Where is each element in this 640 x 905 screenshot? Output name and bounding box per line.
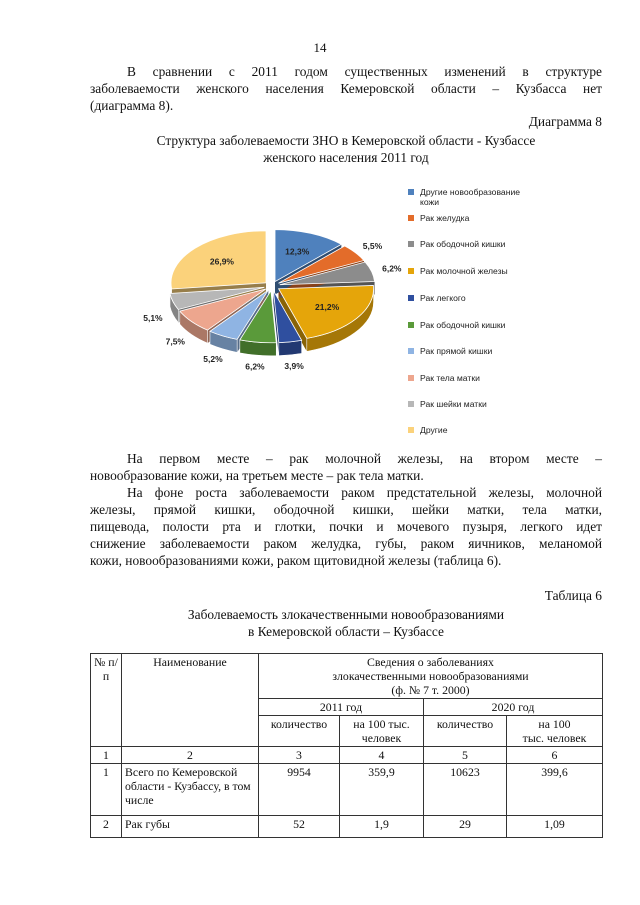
- pie-data-label: 7,5%: [165, 336, 185, 347]
- table-header-row: [91, 654, 603, 699]
- body-line: На первом месте – рак молочной железы, на втором месте –: [127, 451, 602, 466]
- row-rate-2011: 359,9: [340, 764, 424, 816]
- legend-label: [420, 266, 555, 276]
- header-info: [259, 654, 603, 699]
- legend-label: [420, 320, 555, 330]
- header-rate-line: человек: [361, 731, 402, 745]
- intro-paragraph: [90, 63, 602, 114]
- body-line: новообразование кожи, на третьем месте – рак тела матки.: [90, 468, 424, 483]
- row-number: 2: [91, 816, 122, 838]
- legend-label: [420, 399, 555, 409]
- table-title-line: Заболеваемость злокачественными новообразованиями: [187, 607, 505, 622]
- row-rate-2011: 1,9: [340, 816, 424, 838]
- header-quantity-2020: количество: [424, 716, 507, 747]
- diagram-title-line: женского населения 2011 год: [263, 150, 429, 165]
- table-row: [91, 816, 603, 838]
- pie-data-label: 6,2%: [245, 361, 265, 372]
- row-rate-2020: 1,09: [507, 816, 603, 838]
- table-title: [90, 606, 602, 640]
- diagram-label: Диаграмма 8: [528, 114, 602, 129]
- legend-label-line: Рак прямой кишки: [420, 346, 493, 356]
- row-quantity-2011: 9954: [259, 764, 340, 816]
- legend-swatch: [408, 322, 414, 328]
- legend-label-line: кожи: [420, 197, 440, 207]
- header-rate-line: на 100: [538, 717, 571, 731]
- header-quantity-2011: количество: [259, 716, 340, 747]
- table-label: Таблица 6: [544, 588, 602, 603]
- pie-data-label: 6,2%: [382, 263, 402, 274]
- body-line: железы, прямой кишки, ободочной кишки, шейки матки, тела матки,: [90, 502, 602, 517]
- legend-swatch: [408, 215, 414, 221]
- table-title-line: в Кемеровской области – Кузбассе: [248, 624, 444, 639]
- header-name: Наименование: [122, 654, 259, 747]
- body-line: кожи, новообразованиями кожи, раком щитовидной железы (таблица 6).: [90, 553, 502, 568]
- incidence-table: [90, 653, 603, 838]
- header-rate-line: на 100 тыс.: [353, 717, 410, 731]
- pie-data-label: 5,2%: [203, 354, 223, 365]
- row-quantity-2020: 10623: [424, 764, 507, 816]
- legend-label: [420, 373, 555, 383]
- row-quantity-2020: 29: [424, 816, 507, 838]
- header-info-line: злокачественными новообразованиями: [332, 669, 529, 683]
- intro-line: заболеваемости женского населения Кемеровской области – Кузбасса нет: [90, 81, 602, 96]
- pie-data-label: 12,3%: [285, 246, 310, 257]
- column-number: 2: [122, 747, 259, 764]
- pie-chart: [143, 228, 402, 378]
- legend-label-line: Рак тела матки: [420, 373, 480, 383]
- pie-data-label: 5,1%: [143, 312, 163, 323]
- header-number: № п/п: [91, 654, 122, 747]
- row-number: 1: [91, 764, 122, 816]
- legend-label-line: Рак ободочной кишки: [420, 320, 506, 330]
- row-name: Рак губы: [122, 816, 259, 838]
- legend-swatch: [408, 401, 414, 407]
- column-number-row: [91, 747, 603, 764]
- table-row: [91, 764, 603, 816]
- header-rate-2011: [340, 716, 424, 747]
- body-paragraph-2: [90, 484, 602, 569]
- legend-swatch: [408, 189, 414, 195]
- legend-swatch: [408, 427, 414, 433]
- pie-data-label: 3,9%: [284, 361, 304, 372]
- legend-label-line: Другие: [420, 425, 448, 435]
- legend-swatch: [408, 241, 414, 247]
- legend-swatch: [408, 375, 414, 381]
- pie-data-label: 21,2%: [315, 302, 340, 313]
- pie-data-label: 5,5%: [362, 241, 383, 252]
- row-rate-2020: 399,6: [507, 764, 603, 816]
- header-info-line: (ф. № 7 т. 2000): [391, 683, 470, 697]
- header-info-line: Сведения о заболеваниях: [367, 655, 494, 669]
- header-year-2020: 2020 год: [424, 699, 603, 716]
- legend-label: [420, 213, 555, 223]
- diagram-title: [90, 132, 602, 166]
- header-rate-line: тыс. человек: [522, 731, 587, 745]
- legend-label: [420, 425, 555, 435]
- intro-line: В сравнении с 2011 годом существенных изменений в структуре: [127, 64, 602, 79]
- legend-label: [420, 239, 555, 249]
- legend-label-line: Другие новообразование: [420, 187, 521, 197]
- body-paragraph-1: [90, 450, 602, 484]
- column-number: 6: [507, 747, 603, 764]
- column-number: 1: [91, 747, 122, 764]
- column-number: 3: [259, 747, 340, 764]
- legend-label-line: Рак желудка: [420, 213, 470, 223]
- row-name: Всего по Кемеровской области - Кузбассу, в том числе: [122, 764, 259, 816]
- diagram-title-line: Структура заболеваемости ЗНО в Кемеровской области - Кузбассе: [156, 133, 536, 148]
- row-quantity-2011: 52: [259, 816, 340, 838]
- intro-line: (диаграмма 8).: [90, 98, 174, 113]
- body-line: пищевода, полости рта и глотки, почки и мочевого пузыря, легкого идет: [90, 519, 602, 534]
- legend-label-line: Рак шейки матки: [420, 399, 487, 409]
- legend-label-line: Рак легкого: [420, 293, 466, 303]
- legend-swatch: [408, 268, 414, 274]
- legend-label: [420, 346, 555, 356]
- body-line: На фоне роста заболеваемости раком предстательной железы, молочной: [127, 485, 602, 500]
- legend-label: [420, 293, 555, 303]
- page-number: 14: [313, 40, 327, 55]
- pie-data-label: 26,9%: [209, 256, 235, 267]
- column-number: 5: [424, 747, 507, 764]
- legend-label-line: Рак молочной железы: [420, 266, 508, 276]
- column-number: 4: [340, 747, 424, 764]
- legend-label: [420, 187, 555, 207]
- legend-label-line: Рак ободочной кишки: [420, 239, 506, 249]
- legend-swatch: [408, 348, 414, 354]
- body-line: снижение заболеваемости раком желудка, губы, раком яичников, меланомой: [90, 536, 602, 551]
- header-rate-2020: [507, 716, 603, 747]
- header-year-2011: 2011 год: [259, 699, 424, 716]
- legend-swatch: [408, 295, 414, 301]
